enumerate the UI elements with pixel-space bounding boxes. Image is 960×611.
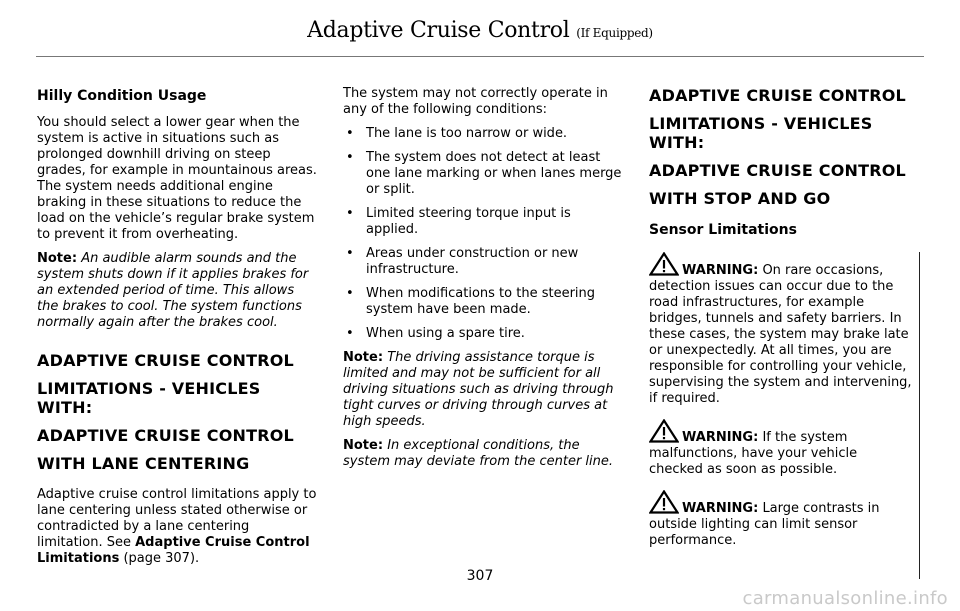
list-item: • Limited steering torque input is applied. xyxy=(343,206,623,238)
warning-triangle-icon xyxy=(649,252,679,276)
paragraph-hilly: You should select a lower gear when the system is active in situations such as prolonged downhill driving on steep grades, for example in mountainous areas. The system needs additional engine braking in these situations to reduce the load on the vehicle’s regular brake system to prevent it from overheating. xyxy=(37,115,317,242)
title-text: Adaptive Cruise Control xyxy=(307,18,570,43)
warning-text: Large contrasts in outside lighting can limit sensor performance. xyxy=(649,501,880,548)
heading-line: ADAPTIVE CRUISE CONTROL xyxy=(649,161,906,180)
list-item: • Areas under construction or new infrastructure. xyxy=(343,246,623,278)
column-left xyxy=(37,86,317,575)
list-item: • When using a spare tire. xyxy=(343,326,623,342)
warning-triangle-icon xyxy=(649,419,679,443)
warning-block xyxy=(649,490,915,549)
warnings-box xyxy=(649,252,920,579)
warning-label: WARNING: xyxy=(682,263,759,278)
list-item: • The system does not detect at least one lane marking or when lanes merge or split. xyxy=(343,150,623,198)
conditions-list xyxy=(343,126,623,342)
note-text: An audible alarm sounds and the system shuts down if it applies brakes for an extended period of time. This allows the brakes to cool. The system functions normally again after the brakes cool. xyxy=(37,251,309,330)
warning-text: If the system malfunctions, have your vehicle checked as soon as possible. xyxy=(649,430,858,477)
note-text: The driving assistance torque is limited and may not be sufficient for all driving situations such as driving through tight curves or driving through curves at high speeds. xyxy=(343,350,614,429)
header-divider xyxy=(36,56,924,57)
page-reference: (page 307). xyxy=(123,551,200,566)
title-subtitle: (If Equipped) xyxy=(576,26,653,40)
page-header xyxy=(0,0,960,57)
heading-line: WITH STOP AND GO xyxy=(649,189,831,208)
cross-reference-link[interactable]: Adaptive Cruise Control Limitations xyxy=(37,535,310,566)
watermark: carmanualsonline.info xyxy=(742,588,948,609)
column-middle xyxy=(343,86,623,478)
warning-label: WARNING: xyxy=(682,501,759,516)
heading-stop-and-go xyxy=(649,86,920,208)
list-item: • The lane is too narrow or wide. xyxy=(343,126,623,142)
warning-label: WARNING: xyxy=(682,430,759,445)
heading-line: ADAPTIVE CRUISE CONTROL xyxy=(37,351,294,370)
warning-text: On rare occasions, detection issues can occur due to the road infrastructures, for example bridges, tunnels and safety barriers. In these cases, the system may brake late or unexpectedly. At all times, you are responsible for controlling your vehicle, supervising the system and intervening, if required. xyxy=(649,263,912,406)
warning-block xyxy=(649,419,915,478)
heading-line: LIMITATIONS - VEHICLES WITH: xyxy=(649,114,873,152)
note-center-line xyxy=(343,438,623,470)
note-label: Note: xyxy=(37,251,78,266)
page-number: 307 xyxy=(466,568,494,584)
warning-triangle-icon xyxy=(649,490,679,514)
note-text: In exceptional conditions, the system may deviate from the center line. xyxy=(343,438,614,469)
paragraph-text: Adaptive cruise control limitations apply to lane centering unless stated otherwise or contradicted by a lane centering limitation. See xyxy=(37,487,317,550)
list-item: • When modifications to the steering system have been made. xyxy=(343,286,623,318)
note-label: Note: xyxy=(343,350,384,365)
paragraph-lane-centering xyxy=(37,487,317,567)
note-torque xyxy=(343,350,623,430)
page-title xyxy=(0,18,960,43)
conditions-intro: The system may not correctly operate in any of the following conditions: xyxy=(343,86,608,117)
heading-lane-centering xyxy=(37,351,317,473)
note-label: Note: xyxy=(343,438,384,453)
heading-line: ADAPTIVE CRUISE CONTROL xyxy=(37,426,294,445)
heading-line: LIMITATIONS - VEHICLES WITH: xyxy=(37,379,261,417)
section-heading-hilly: Hilly Condition Usage xyxy=(37,88,207,104)
heading-line: ADAPTIVE CRUISE CONTROL xyxy=(649,86,906,105)
warning-block xyxy=(649,252,915,407)
column-right xyxy=(649,86,920,579)
section-heading-sensor: Sensor Limitations xyxy=(649,222,797,238)
heading-line: WITH LANE CENTERING xyxy=(37,454,250,473)
note-hilly xyxy=(37,251,317,331)
